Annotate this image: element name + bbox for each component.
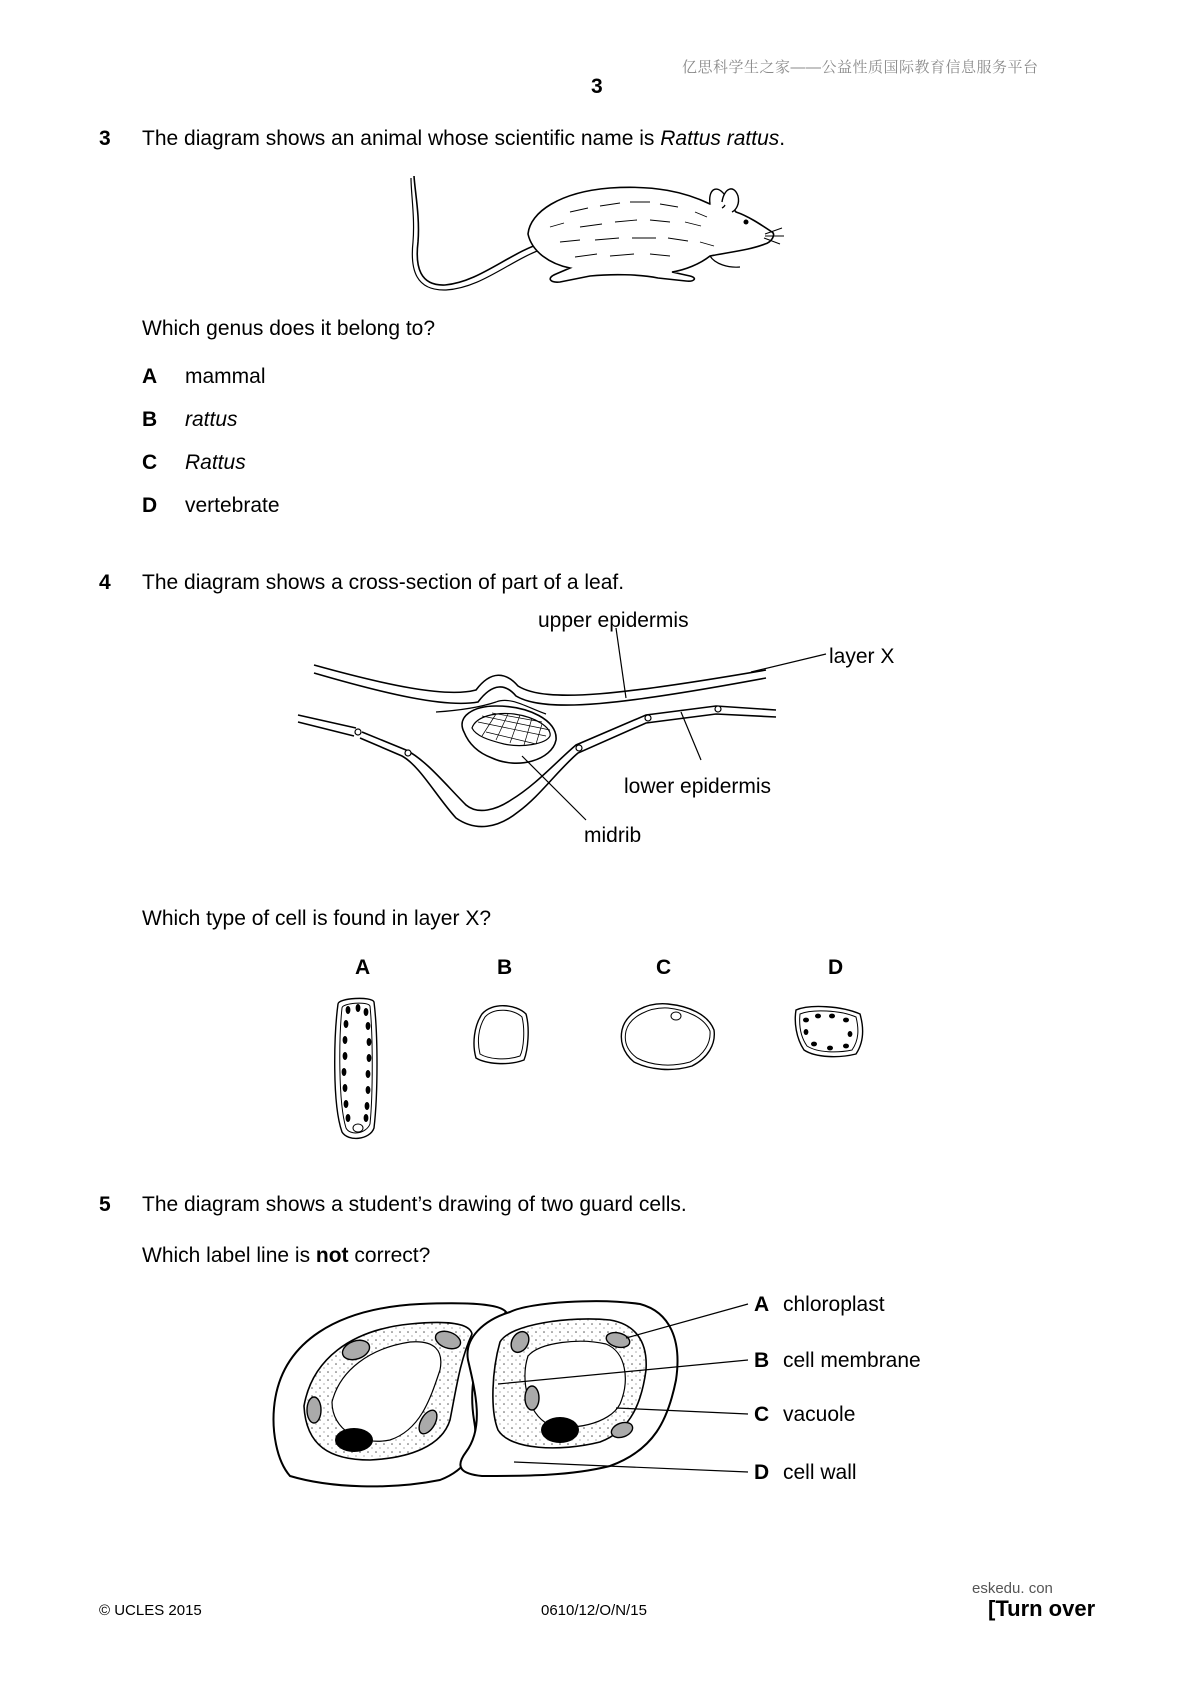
- rat-illustration: [410, 172, 790, 292]
- page-number: 3: [591, 75, 603, 98]
- leaf-label-lower-epidermis: lower epidermis: [624, 775, 772, 798]
- q3-number: 3: [99, 127, 111, 150]
- q4-stem: The diagram shows a cross-section of part of a leaf.: [142, 571, 625, 594]
- guard-label-c-letter: C: [754, 1403, 770, 1426]
- q4-question: Which type of cell is found in layer X?: [142, 907, 492, 930]
- q4-cell-d-letter: D: [828, 956, 844, 979]
- q5-question: Which label line is not correct?: [142, 1244, 431, 1267]
- q3-stem: The diagram shows an animal whose scientific name is Rattus rattus.: [142, 127, 786, 150]
- q4-number: 4: [99, 571, 111, 594]
- guard-label-b-letter: B: [754, 1349, 770, 1372]
- q3-question: Which genus does it belong to?: [142, 317, 436, 340]
- q3-option-a-text: mammal: [185, 365, 266, 388]
- guard-label-d-text: cell wall: [783, 1461, 857, 1484]
- q3-option-b-text: rattus: [185, 408, 238, 431]
- q4-cell-d-guard: [790, 1000, 870, 1064]
- q3-option-d-text: vertebrate: [185, 494, 280, 517]
- guard-label-a-letter: A: [754, 1293, 770, 1316]
- site-watermark: eskedu. con: [972, 1580, 1053, 1597]
- q5-stem: The diagram shows a student’s drawing of two guard cells.: [142, 1193, 687, 1216]
- leaf-cross-section-diagram: [296, 610, 916, 890]
- q3-option-d-letter: D: [142, 494, 158, 517]
- turn-over-label: [Turn over: [988, 1596, 1096, 1621]
- guard-label-a-text: chloroplast: [783, 1293, 885, 1316]
- watermark-text: 亿思科学生之家——公益性质国际教育信息服务平台: [682, 59, 1039, 76]
- q3-option-c-letter: C: [142, 451, 158, 474]
- q4-cell-b-round: [468, 1000, 538, 1070]
- q3-option-a-letter: A: [142, 365, 158, 388]
- q3-option-b-letter: B: [142, 408, 158, 431]
- leaf-label-layer-x: layer X: [829, 645, 895, 668]
- guard-cells-diagram: [270, 1290, 930, 1510]
- paper-code: 0610/12/O/N/15: [541, 1602, 647, 1619]
- copyright: © UCLES 2015: [99, 1602, 202, 1619]
- leaf-label-midrib: midrib: [584, 824, 642, 847]
- q4-cell-a-letter: A: [355, 956, 371, 979]
- q5-number: 5: [99, 1193, 111, 1216]
- q4-cell-a-palisade: [328, 994, 388, 1144]
- guard-label-b-text: cell membrane: [783, 1349, 921, 1372]
- q4-cell-c-spongy: [612, 996, 722, 1076]
- q3-option-c-text: Rattus: [185, 451, 246, 474]
- q4-cell-b-letter: B: [497, 956, 513, 979]
- q4-cell-c-letter: C: [656, 956, 672, 979]
- guard-label-c-text: vacuole: [783, 1403, 856, 1426]
- leaf-label-upper-epidermis: upper epidermis: [538, 609, 689, 632]
- guard-label-d-letter: D: [754, 1461, 770, 1484]
